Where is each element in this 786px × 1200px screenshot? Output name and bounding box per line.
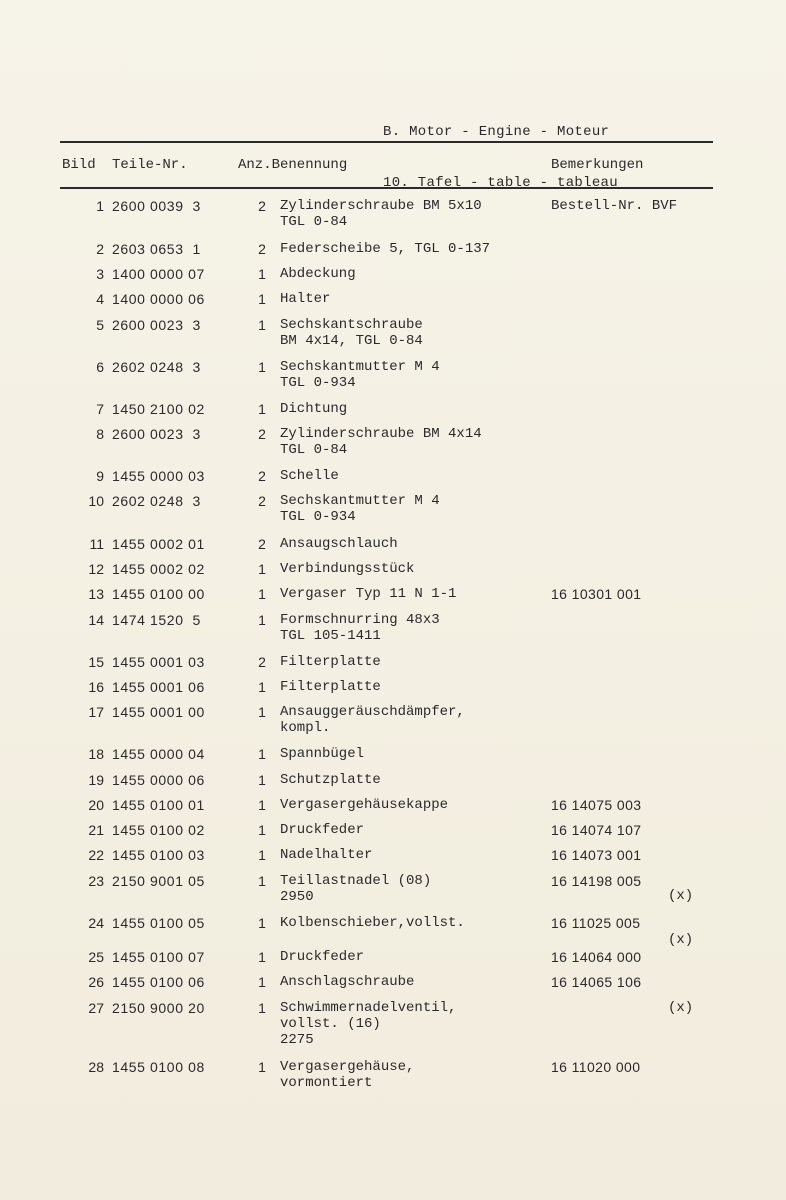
row-number: 3 xyxy=(96,266,104,282)
remark: 16 11020 000 xyxy=(551,1059,641,1075)
designation-line: TGL 105-1411 xyxy=(280,628,381,644)
remark: 16 14064 000 xyxy=(551,949,642,965)
designation-line: Dichtung xyxy=(280,401,348,417)
designation-line: Sechskantmutter M 4 xyxy=(280,359,440,375)
designation xyxy=(280,746,364,762)
column-header-anz-benennung: Anz.Benennung xyxy=(238,157,348,173)
designation xyxy=(280,654,381,670)
designation-line: Vergasergehäuse, xyxy=(280,1059,415,1075)
row-number: 2 xyxy=(96,241,104,257)
designation xyxy=(280,317,423,349)
column-header-bemerkungen: Bemerkungen xyxy=(551,157,644,173)
designation-line: 2275 xyxy=(280,1032,314,1048)
part-number: 1450 2100 02 xyxy=(112,401,205,417)
quantity: 1 xyxy=(258,1059,266,1075)
designation-line: vormontiert xyxy=(280,1075,373,1091)
part-number: 1455 0002 01 xyxy=(112,536,205,552)
designation-line: Zylinderschraube BM 5x10 xyxy=(280,198,482,214)
part-number: 1400 0000 06 xyxy=(112,291,205,307)
part-number: 1455 0000 04 xyxy=(112,746,205,762)
remark: 16 14198 005 xyxy=(551,873,642,889)
quantity: 1 xyxy=(258,704,266,720)
designation xyxy=(280,822,364,838)
designation-line: Ansaugschlauch xyxy=(280,536,398,552)
quantity: 1 xyxy=(258,679,266,695)
row-number: 10 xyxy=(88,493,104,509)
designation-line: 2950 xyxy=(280,889,314,905)
part-number: 2600 0023 3 xyxy=(112,317,201,333)
quantity: 1 xyxy=(258,317,266,333)
part-number: 1400 0000 07 xyxy=(112,266,205,282)
part-number: 2150 9001 05 xyxy=(112,873,205,889)
part-number: 1455 0100 08 xyxy=(112,1059,205,1075)
row-number: 25 xyxy=(88,949,104,965)
part-number: 2600 0023 3 xyxy=(112,426,201,442)
part-number: 1455 0001 00 xyxy=(112,704,205,720)
remark: 16 10301 001 xyxy=(551,586,642,602)
part-number: 1455 0100 01 xyxy=(112,797,205,813)
row-number: 12 xyxy=(88,561,104,577)
part-number: 1455 0001 03 xyxy=(112,654,205,670)
part-number: 1455 0100 05 xyxy=(112,915,205,931)
designation-line: Schwimmernadelventil, xyxy=(280,1000,457,1016)
row-number: 1 xyxy=(96,198,104,214)
remark-note: (x) xyxy=(668,932,694,948)
row-number: 7 xyxy=(96,401,104,417)
row-number: 9 xyxy=(96,468,104,484)
row-number: 16 xyxy=(88,679,104,695)
designation-line: Sechskantschraube xyxy=(280,317,423,333)
quantity: 2 xyxy=(258,536,266,552)
designation xyxy=(280,679,381,695)
column-header-bild: Bild xyxy=(62,157,96,173)
designation xyxy=(280,401,347,417)
quantity: 2 xyxy=(258,198,266,214)
quantity: 2 xyxy=(258,493,266,509)
designation-line: Verbindungsstück xyxy=(280,561,415,577)
designation-line: kompl. xyxy=(280,720,331,736)
part-number: 1455 0001 06 xyxy=(112,679,205,695)
remark: 16 14073 001 xyxy=(551,847,642,863)
designation-line: Schelle xyxy=(280,468,339,484)
row-number: 15 xyxy=(88,654,104,670)
designation-line: TGL 0-84 xyxy=(280,214,348,230)
designation xyxy=(280,359,440,391)
quantity: 1 xyxy=(258,561,266,577)
part-number: 1455 0002 02 xyxy=(112,561,205,577)
part-number: 1455 0000 03 xyxy=(112,468,205,484)
row-number: 28 xyxy=(88,1059,104,1075)
designation-line: Vergaser Typ 11 N 1-1 xyxy=(280,586,457,602)
designation-line: Zylinderschraube BM 4x14 xyxy=(280,426,482,442)
designation-line: BM 4x14, TGL 0-84 xyxy=(280,333,423,349)
designation-line: Filterplatte xyxy=(280,654,381,670)
quantity: 2 xyxy=(258,654,266,670)
designation xyxy=(280,536,398,552)
designation xyxy=(280,949,364,965)
row-number: 21 xyxy=(88,822,104,838)
designation xyxy=(280,847,372,863)
part-number: 1455 0100 02 xyxy=(112,822,205,838)
quantity: 1 xyxy=(258,401,266,417)
part-number: 2600 0039 3 xyxy=(112,198,201,214)
designation xyxy=(280,704,465,736)
part-number: 1455 0100 03 xyxy=(112,847,205,863)
quantity: 2 xyxy=(258,426,266,442)
designation xyxy=(280,198,482,230)
quantity: 2 xyxy=(258,241,266,257)
quantity: 1 xyxy=(258,266,266,282)
row-number: 24 xyxy=(88,915,104,931)
remark: 16 14074 107 xyxy=(551,822,642,838)
part-number: 1455 0100 00 xyxy=(112,586,205,602)
designation xyxy=(280,468,339,484)
quantity: 1 xyxy=(258,915,266,931)
column-header-teile-nr: Teile-Nr. xyxy=(112,157,188,173)
remark: 16 14065 106 xyxy=(551,974,642,990)
row-number: 11 xyxy=(89,536,104,552)
designation-line: Abdeckung xyxy=(280,266,356,282)
row-number: 6 xyxy=(96,359,104,375)
quantity: 1 xyxy=(258,797,266,813)
quantity: 1 xyxy=(258,359,266,375)
remark-note: (x) xyxy=(668,1000,694,1016)
designation-line: Ansauggeräuschdämpfer, xyxy=(280,704,465,720)
quantity: 1 xyxy=(258,586,266,602)
designation xyxy=(280,493,440,525)
row-number: 14 xyxy=(88,612,104,628)
designation xyxy=(280,974,414,990)
designation-line: Druckfeder xyxy=(280,822,365,838)
remark: 16 14075 003 xyxy=(551,797,642,813)
designation-line: TGL 0-934 xyxy=(280,509,356,525)
quantity: 1 xyxy=(258,974,266,990)
part-number: 1455 0000 06 xyxy=(112,772,205,788)
quantity: 1 xyxy=(258,291,266,307)
row-number: 26 xyxy=(88,974,104,990)
designation-line: Kolbenschieber,vollst. xyxy=(280,915,465,931)
designation-line: Federscheibe 5, TGL 0-137 xyxy=(280,241,491,257)
designation xyxy=(280,612,440,644)
quantity: 1 xyxy=(258,772,266,788)
header-table-title: 10. Tafel - table - tableau xyxy=(383,175,618,191)
quantity: 1 xyxy=(258,746,266,762)
part-number: 2602 0248 3 xyxy=(112,359,201,375)
quantity: 1 xyxy=(258,612,266,628)
designation-line: Sechskantmutter M 4 xyxy=(280,493,440,509)
remark: Bestell-Nr. BVF xyxy=(551,198,678,214)
quantity: 1 xyxy=(258,822,266,838)
part-number: 1474 1520 5 xyxy=(112,612,201,628)
row-number: 27 xyxy=(88,1000,104,1016)
designation xyxy=(280,241,490,257)
part-number: 2603 0653 1 xyxy=(112,241,201,257)
quantity: 1 xyxy=(258,873,266,889)
remark: 16 11025 005 xyxy=(551,915,641,931)
designation-line: Schutzplatte xyxy=(280,772,381,788)
designation xyxy=(280,291,330,307)
remark-note: (x) xyxy=(668,888,694,904)
designation-line: Nadelhalter xyxy=(280,847,373,863)
quantity: 1 xyxy=(258,847,266,863)
designation xyxy=(280,1059,414,1091)
designation xyxy=(280,797,448,813)
designation xyxy=(280,1000,456,1048)
quantity: 1 xyxy=(258,1000,266,1016)
designation-line: TGL 0-934 xyxy=(280,375,356,391)
designation-line: Vergasergehäusekappe xyxy=(280,797,449,813)
designation xyxy=(280,266,356,282)
designation-line: Filterplatte xyxy=(280,679,381,695)
part-number: 2602 0248 3 xyxy=(112,493,201,509)
part-number: 1455 0100 07 xyxy=(112,949,205,965)
quantity: 1 xyxy=(258,949,266,965)
row-number: 8 xyxy=(96,426,104,442)
row-number: 5 xyxy=(96,317,104,333)
designation xyxy=(280,915,465,931)
designation-line: Spannbügel xyxy=(280,746,365,762)
row-number: 13 xyxy=(88,586,104,602)
designation xyxy=(280,586,456,602)
designation-line: Halter xyxy=(280,291,331,307)
row-number: 19 xyxy=(88,772,104,788)
row-number: 22 xyxy=(88,847,104,863)
designation xyxy=(280,873,431,905)
designation-line: Anschlagschraube xyxy=(280,974,415,990)
header-section-title: B. Motor - Engine - Moteur xyxy=(383,124,610,140)
designation-line: Druckfeder xyxy=(280,949,365,965)
quantity: 2 xyxy=(258,468,266,484)
designation-line: Teillastnadel (08) xyxy=(280,873,432,889)
designation xyxy=(280,426,482,458)
designation-line: vollst. (16) xyxy=(280,1016,381,1032)
row-number: 4 xyxy=(96,291,104,307)
row-number: 17 xyxy=(88,704,104,720)
part-number: 2150 9000 20 xyxy=(112,1000,205,1016)
designation xyxy=(280,772,381,788)
designation-line: Formschnurring 48x3 xyxy=(280,612,440,628)
designation xyxy=(280,561,414,577)
part-number: 1455 0100 06 xyxy=(112,974,205,990)
designation-line: TGL 0-84 xyxy=(280,442,348,458)
row-number: 20 xyxy=(88,797,104,813)
row-number: 23 xyxy=(88,873,104,889)
row-number: 18 xyxy=(88,746,104,762)
